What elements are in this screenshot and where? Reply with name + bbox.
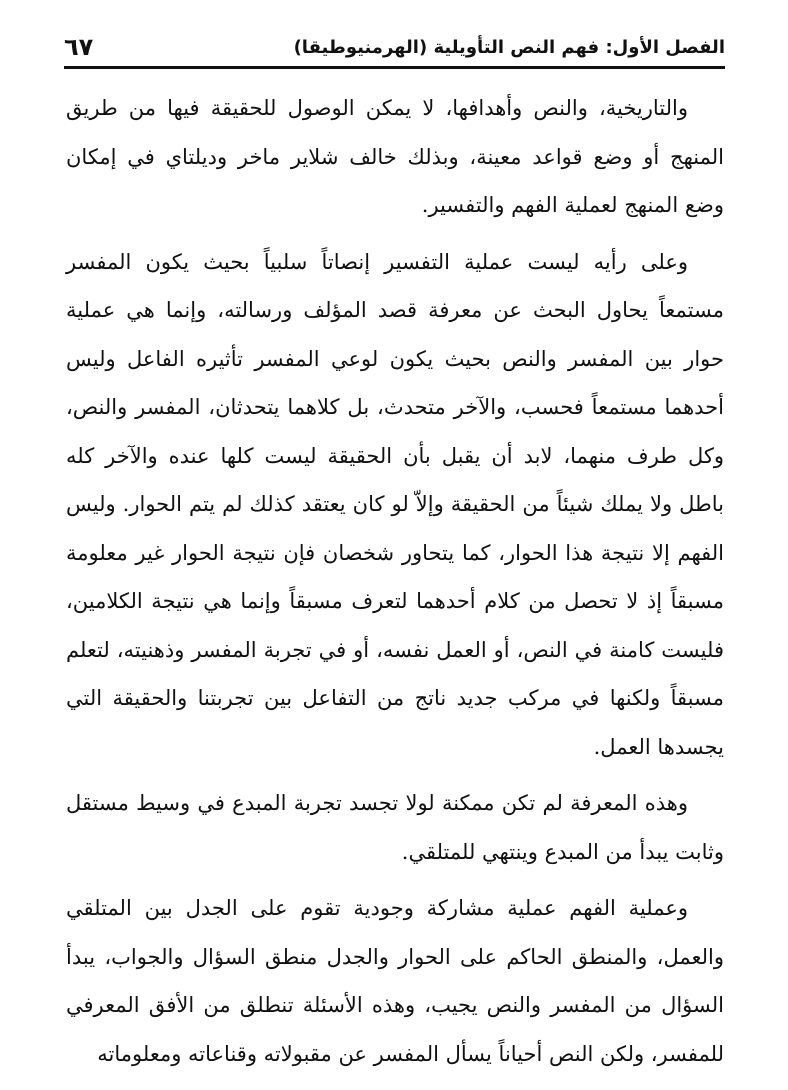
body-text (66, 84, 724, 1078)
paragraph: وهذه المعرفة لم تكن ممكنة لولا تجسد تجربة المبدع في وسيط مستقل وثابت يبدأ من المبدع وينتهي للمتلقي. (66, 791, 724, 864)
paragraph: وعلى رأيه ليست عملية التفسير إنصاتاً سلبياً بحيث يكون المفسر مستمعاً يحاول البحث عن معرفة قصد المؤلف ورسالته، وإنما هي عملية حوار بين المفسر والنص بحيث يكون لوعي المفسر تأثيره الفاعل وليس أحدهما مستمعاً فحسب، والآخر متحدث، بل كلاهما يتحدثان، المفسر والنص، وكل طرف منهما، لابد أن يقبل بأن الحقيقة ليست كلها عنده والآخر كله باطل ولا يملك شيئاً من الحقيقة وإلاّ لو كان يعتقد كذلك لم يتم الحوار. وليس الفهم إلا نتيجة هذا الحوار، كما يتحاور شخصان فإن نتيجة الحوار غير معلومة مسبقاً إذ لا تحصل من كلام أحدهما لتعرف مسبقاً وإنما هي نتيجة الكلامين، فليست كامنة في النص، أو العمل نفسه، أو في تجربة المفسر وذهنيته، لتعلم مسبقاً ولكنها في مركب جديد ناتج من التفاعل بين تجربتنا والحقيقة التي يجسدها العمل. (66, 249, 724, 759)
page-number: ٦٧ (64, 33, 94, 61)
paragraph: وعملية الفهم عملية مشاركة وجودية تقوم على الجدل بين المتلقي والعمل، والمنطق الحاكم على الحوار والجدل منطق السؤال والجواب، يبدأ السؤال من المفسر والنص يجيب، وهذه الأسئلة تنطلق من الأفق المعرفي للمفسر، ولكن النص أحياناً يسأل المفسر عن مقبولاته وقناعاته ومعلوماته (66, 896, 724, 1066)
header-rule (64, 66, 725, 69)
page-header (64, 30, 725, 64)
running-title: الفصل الأول: فهم النص التأويلية (الهرمنيوطيقا) (293, 36, 725, 58)
paragraph: والتاريخية، والنص وأهدافها، لا يمكن الوصول للحقيقة فيها من طريق المنهج أو وضع قواعد معينة، وبذلك خالف شلاير ماخر وديلتاي في إمكان وضع المنهج لعملية الفهم والتفسير. (66, 96, 724, 217)
